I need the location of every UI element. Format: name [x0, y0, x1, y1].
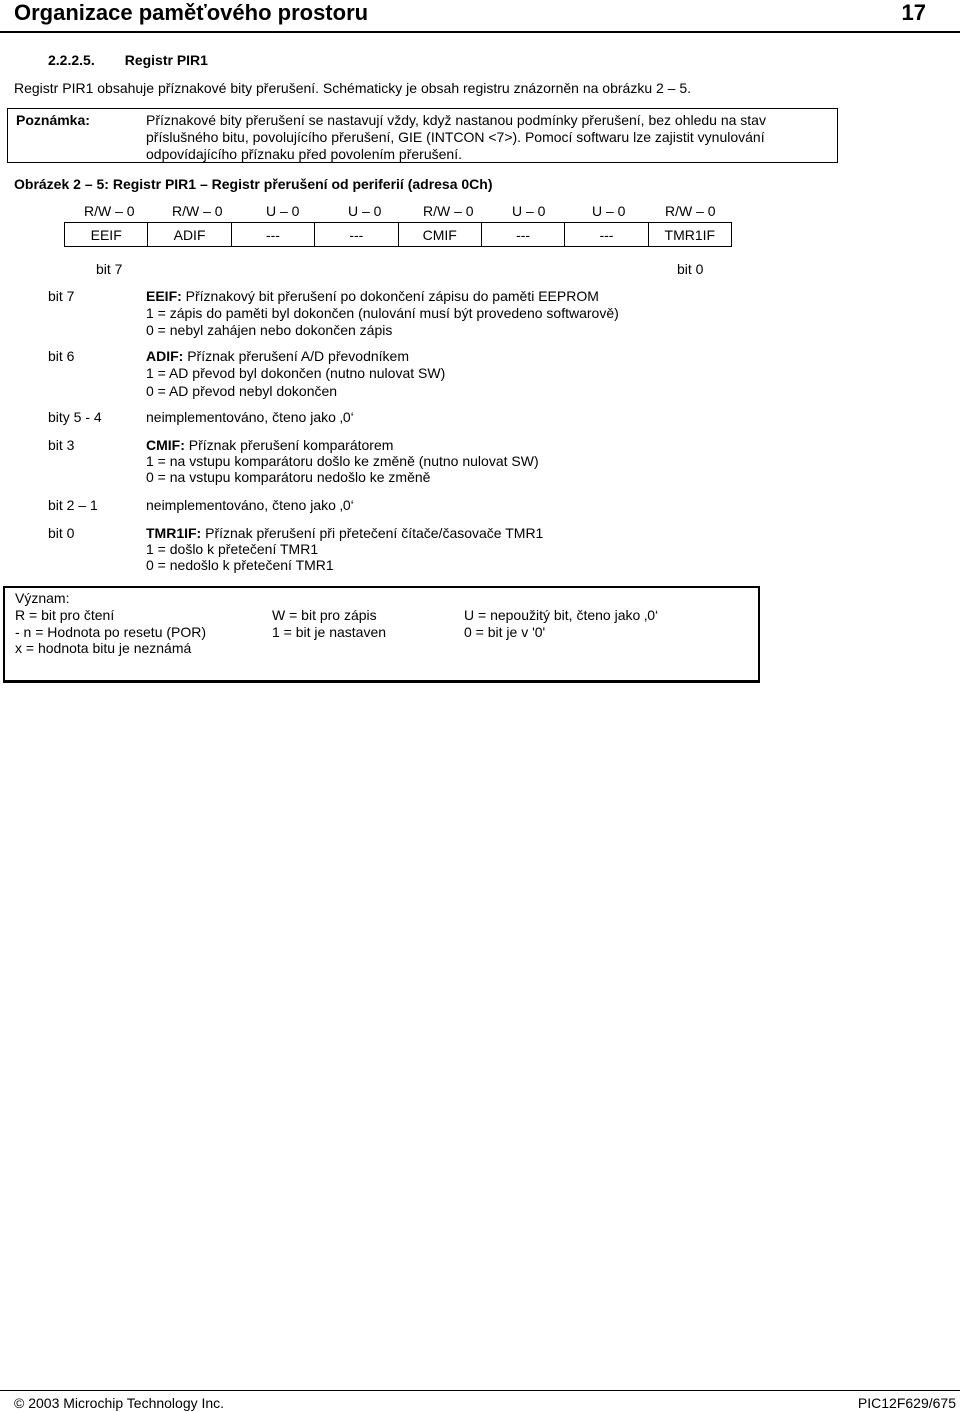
footer-product: PIC12F629/675 — [857, 1395, 956, 1411]
msb-label: bit 7 — [96, 261, 123, 277]
figure-caption: Obrázek 2 – 5: Registr PIR1 – Registr přerušení od periferií (adresa 0Ch) — [14, 176, 493, 192]
footer-copyright: © 2003 Microchip Technology Inc. — [14, 1395, 225, 1411]
register-bit-cell: --- — [232, 223, 315, 246]
access-label: U – 0 — [592, 203, 626, 219]
section-title: Registr PIR1 — [124, 52, 208, 68]
legend-item: - n = Hodnota po resetu (POR) — [15, 624, 207, 640]
access-label: R/W – 0 — [665, 203, 716, 219]
page-title: Organizace paměťového prostoru — [14, 0, 369, 25]
access-label: U – 0 — [512, 203, 546, 219]
bit-description-line: 1 = AD převod byl dokončen (nutno nulovat SW) — [146, 365, 446, 381]
bit-label: bit 6 — [48, 348, 75, 364]
register-bit-cell: TMR1IF — [664, 226, 716, 243]
footer-divider — [0, 1390, 960, 1391]
access-label: U – 0 — [348, 203, 382, 219]
legend-title: Význam: — [15, 590, 70, 606]
bit-label: bit 0 — [48, 525, 75, 541]
register-bit-cell: ADIF — [148, 223, 231, 246]
legend-item: x = hodnota bitu je neznámá — [15, 640, 192, 656]
bit-description-title: TMR1IF: Příznak přerušení při přetečení čítače/časovače TMR1 — [146, 525, 544, 541]
access-label: R/W – 0 — [84, 203, 135, 219]
access-label: R/W – 0 — [423, 203, 474, 219]
note-line: příslušného bitu, povolujícího přerušení, GIE (INTCON <7>). Pomocí softwaru lze zajistit vynulování — [146, 129, 765, 145]
bit-description-line: 0 = na vstupu komparátoru nedošlo ke změně — [146, 469, 431, 485]
bit-description-line: 0 = nebyl zahájen nebo dokončen zápis — [146, 322, 393, 338]
intro-paragraph: Registr PIR1 obsahuje příznakové bity přerušení. Schématicky je obsah registru znázorněn na obrázku 2 – 5. — [14, 80, 692, 96]
register-bit-cell: CMIF — [399, 223, 482, 246]
bit-description-line: 1 = zápis do paměti byl dokončen (nulování musí být provedeno softwarově) — [146, 305, 619, 321]
bit-description-line: 1 = na vstupu komparátoru došlo ke změně (nutno nulovat SW) — [146, 453, 539, 469]
register-diagram — [64, 222, 732, 247]
bit-description-title: neimplementováno, čteno jako ‚0‘ — [146, 409, 354, 425]
bit-description-title: CMIF: Příznak přerušení komparátorem — [146, 437, 394, 453]
note-label: Poznámka: — [16, 112, 90, 128]
legend-item: R = bit pro čtení — [15, 607, 115, 623]
register-bit-cell: EEIF — [65, 223, 148, 246]
section-number: 2.2.2.5. — [48, 52, 95, 68]
bit-label: bit 7 — [48, 288, 75, 304]
bit-label: bity 5 - 4 — [48, 409, 102, 425]
register-bit-cell: --- — [315, 223, 398, 246]
note-line: Příznakové bity přerušení se nastavují vždy, když nastanou podmínky přerušení, bez ohledu na stav — [146, 112, 766, 128]
access-label: U – 0 — [266, 203, 300, 219]
bit-label: bit 3 — [48, 437, 75, 453]
bit-label: bit 2 – 1 — [48, 497, 98, 513]
bit-description-line: 1 = došlo k přetečení TMR1 — [146, 541, 319, 557]
access-label: R/W – 0 — [172, 203, 223, 219]
section-heading — [48, 52, 208, 68]
lsb-label: bit 0 — [677, 261, 704, 277]
legend-item: 1 = bit je nastaven — [272, 624, 387, 640]
legend-item: W = bit pro zápis — [272, 607, 377, 623]
note-line: odpovídajícího příznaku před povolením přerušení. — [146, 146, 462, 162]
legend-item: 0 = bit je v '0' — [464, 624, 546, 640]
bit-description-line: 0 = AD převod nebyl dokončen — [146, 383, 338, 399]
header-divider — [0, 31, 960, 33]
legend-item: U = nepoužitý bit, čteno jako ‚0‘ — [464, 607, 659, 623]
bit-description-title: EEIF: Příznakový bit přerušení po dokončení zápisu do paměti EEPROM — [146, 288, 599, 304]
page-number: 17 — [901, 0, 926, 25]
register-bit-cell: --- — [482, 223, 565, 246]
bit-description-line: 0 = nedošlo k přetečení TMR1 — [146, 557, 334, 573]
bit-description-title: ADIF: Příznak přerušení A/D převodníkem — [146, 348, 409, 364]
bit-description-title: neimplementováno, čteno jako ‚0‘ — [146, 497, 354, 513]
register-bit-cell: --- — [565, 223, 648, 246]
